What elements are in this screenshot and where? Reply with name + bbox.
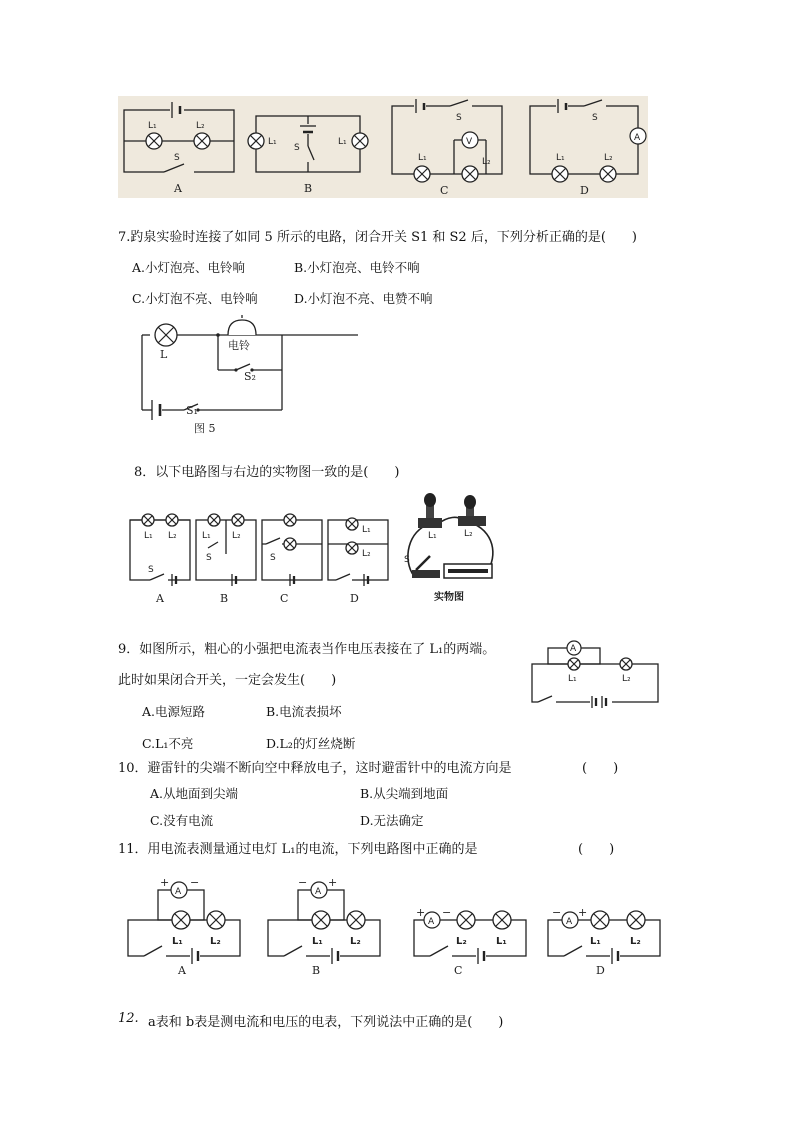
q9-circuit-diagram bbox=[530, 638, 660, 708]
svg-text:A: A bbox=[428, 917, 435, 927]
q9-option-d[interactable]: D.L₂的灯丝烧断 bbox=[266, 736, 356, 751]
svg-text:L₁: L₁ bbox=[362, 525, 371, 535]
svg-text:L₂: L₂ bbox=[482, 157, 491, 167]
svg-text:C: C bbox=[440, 184, 449, 197]
svg-text:S₁: S₁ bbox=[186, 404, 198, 417]
q11-answer-paren: ( ) bbox=[578, 842, 615, 857]
svg-text:+: + bbox=[160, 876, 170, 889]
svg-text:V: V bbox=[466, 137, 473, 147]
q10-answer-paren: ( ) bbox=[582, 761, 619, 776]
q11-circuit-c bbox=[412, 876, 532, 976]
svg-text:L₁: L₁ bbox=[556, 153, 565, 163]
svg-text:L₂: L₂ bbox=[350, 936, 361, 947]
svg-text:+: + bbox=[578, 906, 588, 919]
svg-text:−: − bbox=[298, 876, 308, 889]
svg-text:S: S bbox=[592, 113, 598, 123]
svg-text:B: B bbox=[220, 592, 229, 605]
svg-text:D: D bbox=[350, 592, 359, 605]
q8-stem: 8．以下电路图与右边的实物图一致的是( ) bbox=[134, 465, 400, 480]
svg-text:L₂: L₂ bbox=[464, 529, 473, 539]
svg-text:−: − bbox=[190, 876, 200, 889]
svg-text:L₂: L₂ bbox=[622, 674, 631, 684]
q7-circuit-figure-5 bbox=[140, 318, 290, 436]
svg-text:电铃: 电铃 bbox=[228, 339, 250, 352]
svg-text:D: D bbox=[580, 184, 589, 197]
svg-text:A: A bbox=[156, 592, 164, 605]
svg-text:L₂: L₂ bbox=[168, 531, 177, 541]
q12-number: 12. bbox=[118, 1011, 139, 1026]
svg-text:S: S bbox=[270, 553, 276, 563]
q7-option-a[interactable]: A.小灯泡亮、电铃响 bbox=[132, 260, 246, 275]
q6-circuit-a bbox=[124, 102, 234, 195]
svg-text:L₁: L₁ bbox=[172, 936, 183, 947]
svg-text:L₁: L₁ bbox=[428, 531, 437, 541]
svg-text:L₂: L₂ bbox=[232, 531, 241, 541]
svg-text:A: A bbox=[178, 964, 186, 977]
svg-text:L: L bbox=[160, 348, 168, 361]
svg-text:S: S bbox=[206, 553, 212, 563]
q10-option-b[interactable]: B.从尖端到地面 bbox=[360, 786, 449, 801]
svg-text:S₂: S₂ bbox=[244, 370, 256, 383]
q8-circuit-a bbox=[130, 514, 190, 605]
q7-stem: 7.趵泉实验时连接了如同 5 所示的电路，闭合开关 S1 和 S2 后，下列分析正确的是( ) bbox=[118, 230, 637, 245]
svg-text:D: D bbox=[596, 964, 605, 977]
svg-text:A: A bbox=[174, 182, 182, 195]
q6-circuit-b bbox=[248, 116, 368, 195]
q10-option-c[interactable]: C.没有电流 bbox=[150, 813, 214, 828]
svg-text:L₁: L₁ bbox=[144, 531, 153, 541]
q9-option-b[interactable]: B.电流表损坏 bbox=[266, 704, 342, 719]
svg-text:−: − bbox=[552, 906, 562, 919]
svg-text:A: A bbox=[315, 887, 322, 897]
q9-stem-line1: 9．如图所示，粗心的小强把电流表当作电压表接在了 L₁的两端。 bbox=[118, 642, 496, 657]
q8-circuit-diagrams bbox=[128, 514, 390, 610]
q9-option-c[interactable]: C.L₁不亮 bbox=[142, 736, 194, 751]
svg-text:+: + bbox=[328, 876, 338, 889]
svg-text:L₁: L₁ bbox=[312, 936, 323, 947]
q7-option-c[interactable]: C.小灯泡不亮、电铃响 bbox=[132, 291, 258, 306]
svg-text:C: C bbox=[280, 592, 289, 605]
svg-text:实物图: 实物图 bbox=[434, 592, 464, 603]
q8-circuit-c bbox=[262, 514, 322, 605]
q10-stem: 10．避雷针的尖端不断向空中释放电子，这时避雷针中的电流方向是 bbox=[118, 761, 512, 776]
q8-physical-circuit-photo bbox=[400, 490, 500, 610]
svg-text:S: S bbox=[294, 143, 300, 153]
svg-text:L₁: L₁ bbox=[268, 137, 277, 147]
svg-text:L₁: L₁ bbox=[418, 153, 427, 163]
q11-circuit-b bbox=[266, 876, 386, 976]
svg-text:−: − bbox=[442, 906, 452, 919]
q11-circuit-d bbox=[546, 876, 666, 976]
svg-text:L₂: L₂ bbox=[604, 153, 613, 163]
svg-text:L₁: L₁ bbox=[496, 936, 507, 947]
q9-option-a[interactable]: A.电源短路 bbox=[142, 704, 206, 719]
svg-text:A: A bbox=[634, 133, 641, 143]
q8-circuit-b bbox=[196, 514, 256, 605]
svg-text:S: S bbox=[404, 555, 410, 565]
svg-text:B: B bbox=[304, 182, 313, 195]
svg-text:L₂: L₂ bbox=[362, 549, 371, 559]
q6-circuit-c bbox=[392, 99, 502, 197]
svg-text:图 5: 图 5 bbox=[194, 422, 216, 435]
q7-option-d[interactable]: D.小灯泡不亮、电赞不响 bbox=[294, 291, 433, 306]
q6-circuit-d bbox=[530, 99, 646, 197]
svg-text:S: S bbox=[456, 113, 462, 123]
svg-text:+: + bbox=[416, 906, 426, 919]
svg-text:B: B bbox=[312, 964, 321, 977]
svg-text:L₂: L₂ bbox=[196, 121, 205, 131]
svg-text:C: C bbox=[454, 964, 463, 977]
svg-text:A: A bbox=[570, 644, 577, 654]
svg-text:L₁: L₁ bbox=[590, 936, 601, 947]
svg-text:A: A bbox=[175, 887, 182, 897]
svg-text:A: A bbox=[566, 917, 573, 927]
q11-stem: 11．用电流表测量通过电灯 L₁的电流，下列电路图中正确的是 bbox=[118, 842, 478, 857]
q12-stem: a表和 b表是测电流和电压的电表，下列说法中正确的是( ) bbox=[148, 1015, 504, 1030]
svg-text:L₂: L₂ bbox=[210, 936, 221, 947]
q9-stem-line2: 此时如果闭合开关，一定会发生( ) bbox=[118, 673, 337, 688]
svg-text:S: S bbox=[148, 565, 154, 575]
svg-text:L₁: L₁ bbox=[148, 121, 157, 131]
q10-option-d[interactable]: D.无法确定 bbox=[360, 813, 424, 828]
q6-circuit-diagrams bbox=[118, 96, 648, 198]
q7-option-b[interactable]: B.小灯泡亮、电铃不响 bbox=[294, 260, 420, 275]
q8-circuit-d bbox=[328, 518, 388, 605]
q10-option-a[interactable]: A.从地面到尖端 bbox=[150, 786, 239, 801]
svg-text:L₂: L₂ bbox=[630, 936, 641, 947]
q11-circuit-a bbox=[126, 876, 246, 976]
svg-text:L₂: L₂ bbox=[456, 936, 467, 947]
svg-text:L₁: L₁ bbox=[338, 137, 347, 147]
svg-text:L₁: L₁ bbox=[202, 531, 211, 541]
svg-text:L₁: L₁ bbox=[568, 674, 577, 684]
svg-text:S: S bbox=[174, 153, 180, 163]
